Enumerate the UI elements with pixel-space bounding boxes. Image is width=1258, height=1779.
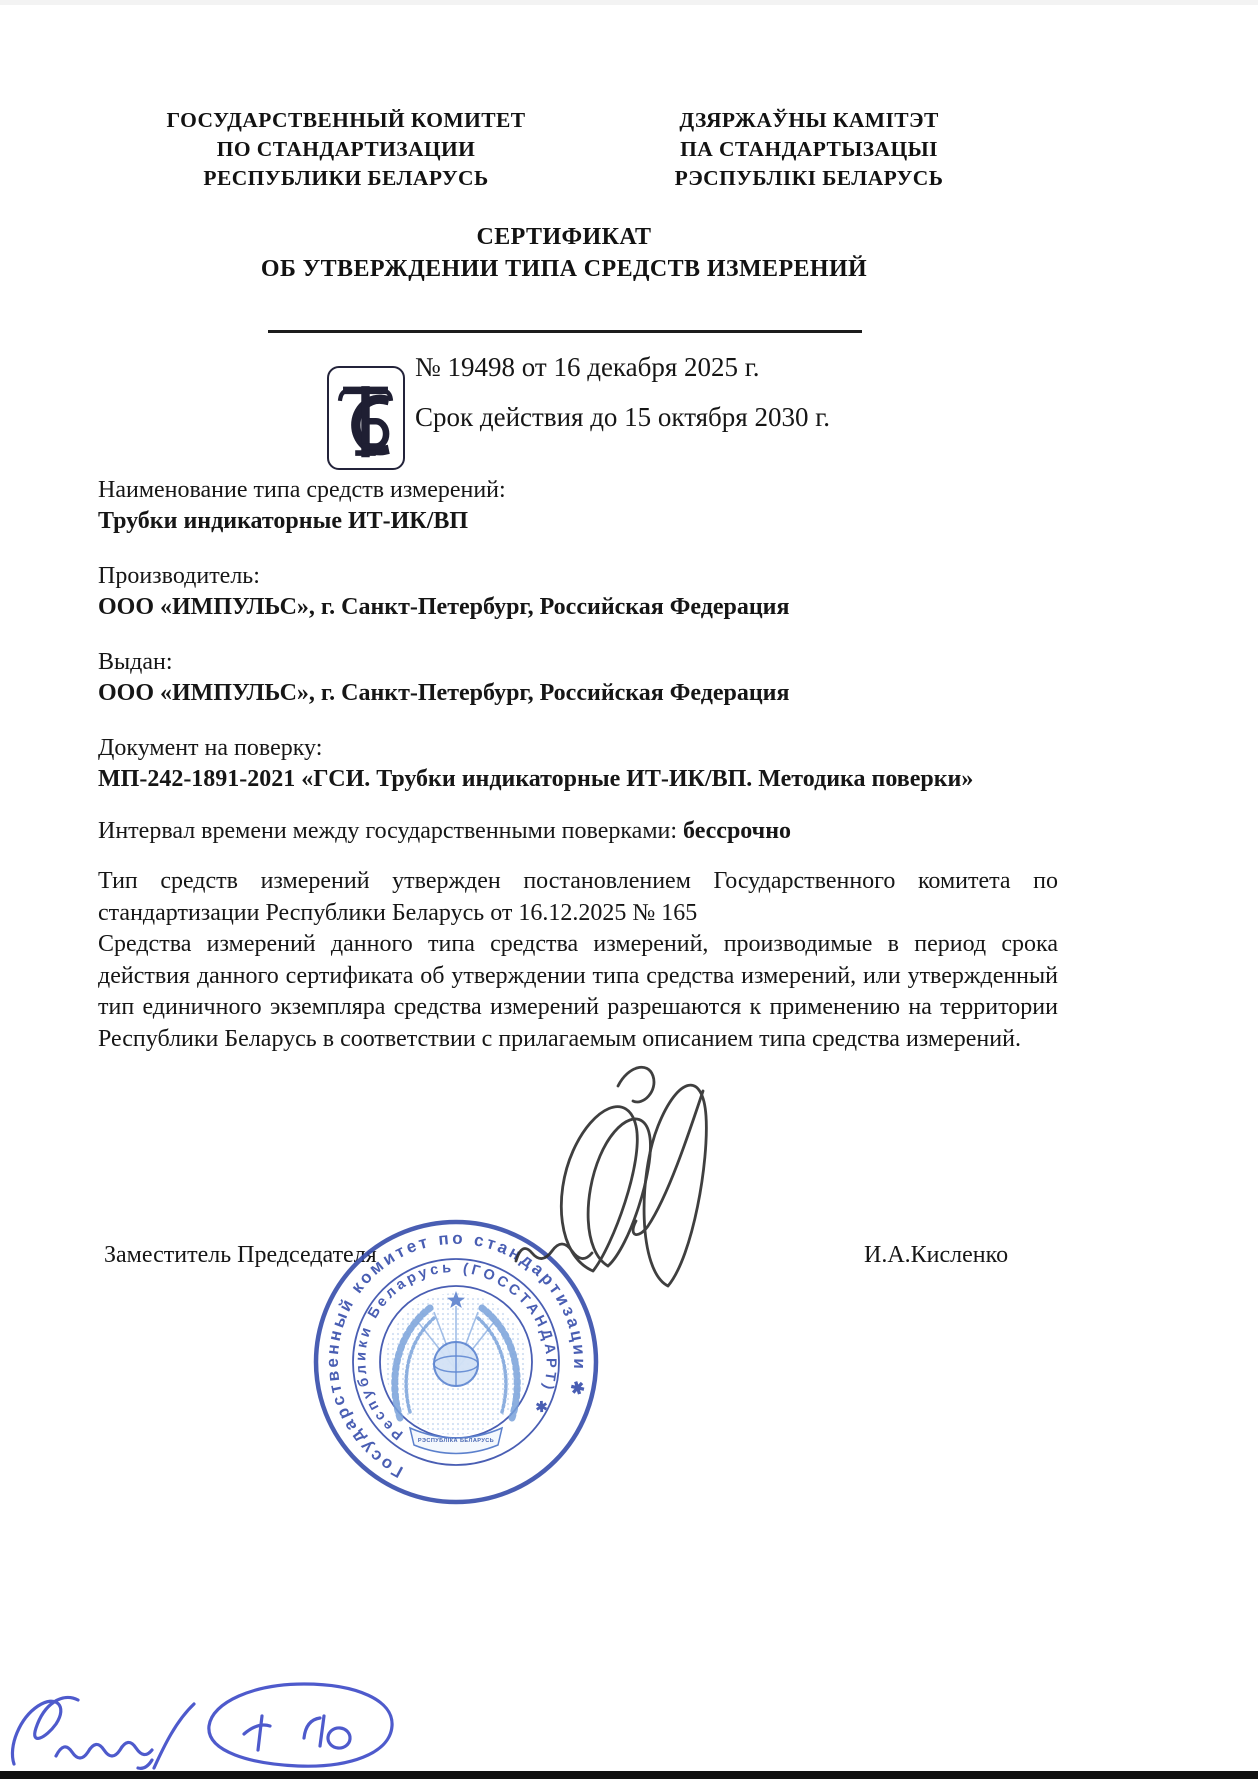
field-issued-to: [98, 647, 1098, 708]
stb-monogram-svg: [329, 368, 402, 467]
scan-edge-bottom: [0, 1771, 1258, 1779]
signatory-position: Заместитель Председателя: [104, 1242, 377, 1268]
document-title-line1: СЕРТИФИКАТ: [476, 224, 652, 250]
field-label: Наименование типа средств измерений:: [98, 477, 506, 503]
letterhead-russian: [128, 106, 564, 193]
signatory-name: И.А.Кисленко: [864, 1242, 1009, 1268]
field-value: МП-242-1891-2021 «ГСИ. Трубки индикаторные ИТ-ИК/ВП. Методика поверки»: [98, 766, 974, 792]
letterhead-line: ДЗЯРЖАЎНЫ КАМІТЭТ: [679, 108, 939, 132]
field-value: ООО «ИМПУЛЬС», г. Санкт-Петербург, Российская Федерация: [98, 680, 790, 706]
field-interval: [98, 816, 1098, 846]
field-label: Интервал времени между государственными поверками:: [98, 818, 678, 844]
field-label: Документ на поверку:: [98, 735, 323, 761]
field-value: ООО «ИМПУЛЬС», г. Санкт-Петербург, Российская Федерация: [98, 594, 790, 620]
stamp-inner-ring-text: Республики Беларусь (ГОССТАНДАРТ) ✱: [353, 1260, 559, 1443]
approval-paragraph: Тип средств измерений утвержден постановлением Государственного комитета по стандартизации Республики Беларусь от 16.12.2025 № 165: [98, 868, 1058, 926]
letterhead-line: ПА СТАНДАРТЫЗАЦЫІ: [680, 137, 938, 161]
title-underline: [268, 330, 862, 333]
letterhead-line: ГОСУДАРСТВЕННЫЙ КОМИТЕТ: [166, 108, 526, 132]
letterhead-line: ПО СТАНДАРТИЗАЦИИ: [216, 137, 476, 161]
scan-edge-top: [0, 0, 1258, 5]
field-label: Выдан:: [98, 649, 173, 675]
letterhead-line: РЕСПУБЛИКИ БЕЛАРУСЬ: [203, 166, 489, 190]
application-paragraph: Средства измерений данного типа средства измерений, производимые в период срока действия данного сертификата об утверждении типа средства измерений, или утвержденный тип единичного экземпляра средства измерений разрешаются к применению на территории Республики Беларусь в соответствии с прилагаемым описанием типа средства измерений.: [98, 931, 1058, 1052]
document-title: [164, 221, 964, 285]
handwritten-signature-blue: [4, 1676, 434, 1772]
body-text: [98, 866, 1058, 1055]
field-type-name: [98, 475, 1098, 536]
field-label: Производитель:: [98, 563, 260, 589]
handwritten-signature-dark: [498, 1056, 723, 1341]
certificate-number: № 19498 от 16 декабря 2025 г.: [415, 352, 760, 382]
certificate-validity: Срок действия до 15 октября 2030 г.: [415, 402, 830, 432]
field-manufacturer: [98, 561, 1098, 622]
stamp-outer-ring-text: Государственный комитет по стандартизации ✱: [322, 1228, 590, 1482]
field-value: Трубки индикаторные ИТ-ИК/ВП: [98, 508, 469, 534]
stamp-ribbon-text: РЭСПУБЛІКА БЕЛАРУСЬ: [417, 1438, 495, 1444]
letterhead-belarusian: [646, 106, 972, 193]
letterhead-line: РЭСПУБЛІКІ БЕЛАРУСЬ: [674, 166, 944, 190]
field-verification-doc: [98, 733, 1098, 794]
gosstandart-stb-monogram-icon: [327, 366, 405, 470]
field-value: бессрочно: [683, 818, 792, 844]
document-title-line2: ОБ УТВЕРЖДЕНИИ ТИПА СРЕДСТВ ИЗМЕРЕНИЙ: [260, 256, 868, 282]
